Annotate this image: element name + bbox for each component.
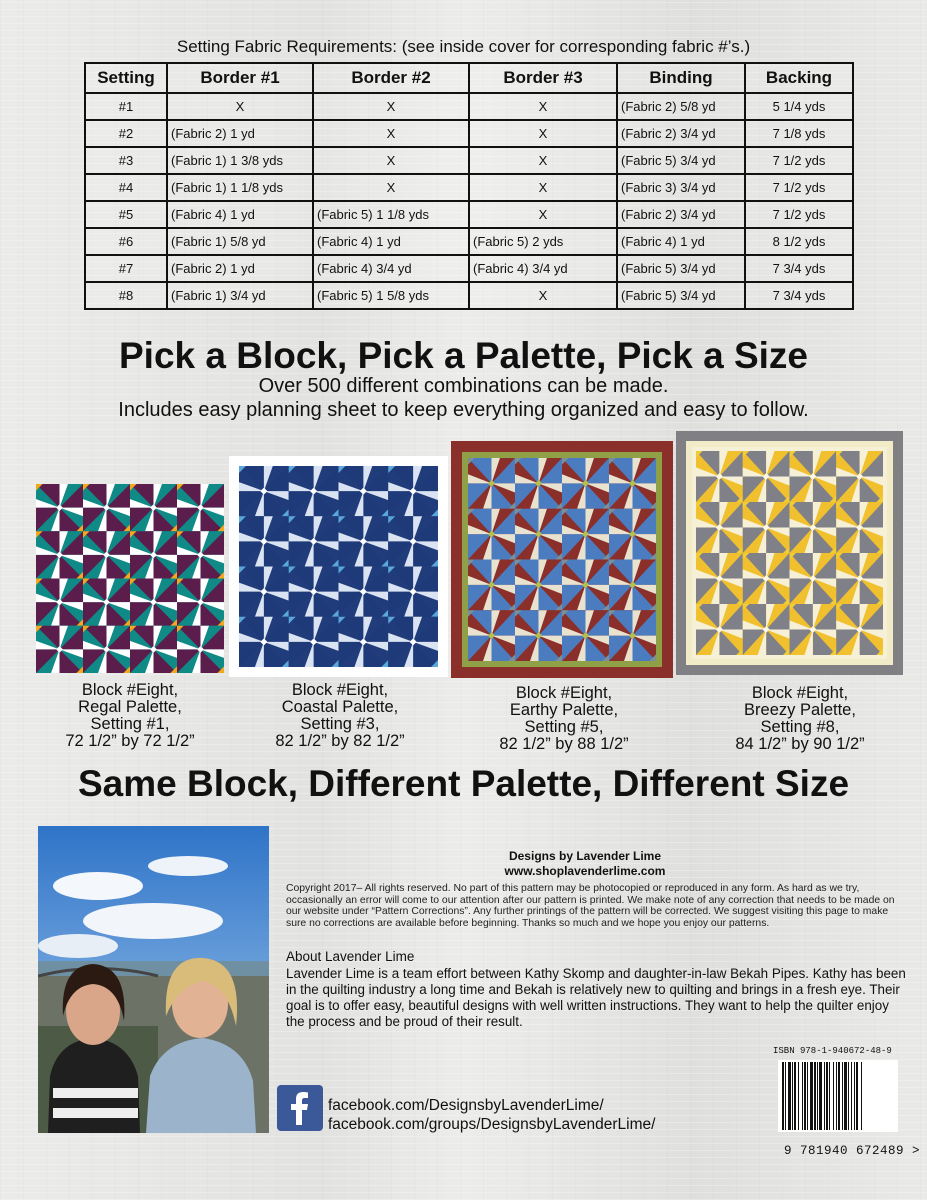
table-row [85, 93, 853, 120]
barcode-bar [807, 1062, 808, 1130]
quilt-block [790, 604, 837, 655]
quilt-block [36, 484, 83, 531]
table-cell: 7 1/8 yds [745, 120, 853, 147]
barcode-bar [814, 1062, 816, 1130]
table-cell: (Fabric 4) 3/4 yd [469, 255, 617, 282]
quilt-regal-image [36, 484, 224, 673]
barcode-bar [817, 1062, 818, 1130]
quilt-block [339, 466, 389, 516]
caption-line: Setting #8, [760, 718, 840, 736]
quilt-block [36, 626, 83, 673]
quilt-earthy-image [451, 441, 673, 678]
quilt-block [177, 531, 224, 578]
quilt-block [696, 604, 743, 655]
caption-line: 72 1/2” by 72 1/2” [65, 732, 195, 750]
table-cell: 7 1/2 yds [745, 174, 853, 201]
quilt-block [836, 502, 883, 553]
quilt-block [130, 579, 177, 626]
header-border-3: Border #3 [469, 63, 617, 93]
barcode-bar [794, 1062, 796, 1130]
table-cell: (Fabric 2) 1 yd [167, 255, 313, 282]
quilt-block [515, 610, 562, 661]
table-cell: X [469, 93, 617, 120]
table-cell: (Fabric 5) 3/4 yd [617, 255, 745, 282]
barcode-bar [824, 1062, 825, 1130]
quilt-block [562, 560, 609, 611]
caption-line: Regal Palette, [78, 698, 182, 716]
barcode-bar [785, 1062, 786, 1130]
quilt-block [239, 567, 289, 617]
header-setting: Setting [85, 63, 167, 93]
barcode-bar [788, 1062, 791, 1130]
barcode-bar [856, 1062, 858, 1130]
table-cell: X [313, 174, 469, 201]
table-cell: 7 3/4 yds [745, 282, 853, 309]
headline-pick: Pick a Block, Pick a Palette, Pick a Size [119, 335, 808, 376]
quilt-coastal-image [229, 456, 448, 677]
subheading-combinations: Over 500 different combinations can be made. [258, 375, 669, 397]
quilt-block [743, 553, 790, 604]
quilt-block [743, 604, 790, 655]
caption-line: Setting #3, [300, 715, 380, 733]
about-text: Lavender Lime is a team effort between Kathy Skomp and daughter-in-law Bekah Pipes. Kathy has been in the quilting industry a long time and Bekah is relatively new to quilting and brings in a fresh eye. Their goal is to offer easy, beautiful designs with well written instructions. They want to help the quilter enjoy the process and be proud of their result. [286, 966, 906, 1029]
quilt-block [468, 458, 515, 509]
table-cell: (Fabric 2) 3/4 yd [617, 120, 745, 147]
quilt-breezy [676, 431, 903, 675]
quilt-coastal [229, 456, 448, 677]
table-cell: (Fabric 2) 5/8 yd [617, 93, 745, 120]
quilt-block [388, 567, 438, 617]
table-cell: 5 1/4 yds [745, 93, 853, 120]
caption-line: Setting #1, [90, 715, 170, 733]
about-title: About Lavender Lime [286, 949, 415, 964]
table-cell: #1 [85, 93, 167, 120]
quilt-block [289, 567, 339, 617]
quilt-block [609, 610, 656, 661]
quilt-block [562, 610, 609, 661]
quilt-block [468, 560, 515, 611]
quilt-block [130, 484, 177, 531]
quilt-block [515, 509, 562, 560]
quilt-block [130, 531, 177, 578]
table-cell: 7 3/4 yds [745, 255, 853, 282]
table-cell: (Fabric 2) 3/4 yd [617, 201, 745, 228]
table-cell: (Fabric 1) 5/8 yd [167, 228, 313, 255]
quilt-block [83, 531, 130, 578]
quilt-block [743, 451, 790, 502]
table-row [85, 174, 853, 201]
caption-line: Block #Eight, [751, 684, 849, 702]
barcode-bar [826, 1062, 828, 1130]
caption-line: Earthy Palette, [509, 701, 619, 719]
barcode-bar [829, 1062, 830, 1130]
quilt-block [836, 553, 883, 604]
table-cell: 8 1/2 yds [745, 228, 853, 255]
caption-earthy [464, 685, 664, 753]
quilt-block [339, 516, 389, 566]
quilt-block [609, 458, 656, 509]
company-block [440, 849, 730, 879]
table-cell: X [313, 147, 469, 174]
table-cell: 7 1/2 yds [745, 201, 853, 228]
table-cell: X [469, 174, 617, 201]
facebook-group-link[interactable]: facebook.com/groups/DesignsbyLavenderLime/ [328, 1116, 656, 1133]
barcode-bar [798, 1062, 799, 1130]
table-row [85, 120, 853, 147]
quilt-block [83, 579, 130, 626]
table-cell: (Fabric 3) 3/4 yd [617, 174, 745, 201]
quilt-block [130, 626, 177, 673]
quilt-block [177, 579, 224, 626]
quilt-block [696, 502, 743, 553]
table-cell: X [313, 120, 469, 147]
header-border-1: Border #1 [167, 63, 313, 93]
barcode-bar [833, 1062, 834, 1130]
facebook-page-link[interactable]: facebook.com/DesignsbyLavenderLime/ [328, 1097, 604, 1114]
barcode-bar [842, 1062, 843, 1130]
caption-line: Block #Eight, [291, 681, 389, 699]
table-cell: (Fabric 5) 3/4 yd [617, 282, 745, 309]
header-binding: Binding [617, 63, 745, 93]
table-header-row [85, 63, 853, 93]
caption-line: 82 1/2” by 88 1/2” [499, 735, 629, 753]
company-name: Designs by Lavender Lime [508, 849, 662, 863]
table-row [85, 282, 853, 309]
barcode-bar [844, 1062, 847, 1130]
table-cell: #4 [85, 174, 167, 201]
table-cell: (Fabric 1) 1 1/8 yds [167, 174, 313, 201]
facebook-links [328, 1096, 655, 1134]
header-backing: Backing [745, 63, 853, 93]
quilt-block [468, 610, 515, 661]
barcode-bar [854, 1062, 855, 1130]
caption-line: 82 1/2” by 82 1/2” [275, 732, 405, 750]
header-border-2: Border #2 [313, 63, 469, 93]
quilt-block [388, 617, 438, 667]
quilt-block [790, 502, 837, 553]
barcode-bar [810, 1062, 813, 1130]
table-cell: X [313, 93, 469, 120]
table-cell: #5 [85, 201, 167, 228]
barcode-bar [848, 1062, 849, 1130]
table-row [85, 147, 853, 174]
company-url[interactable]: www.shoplavenderlime.com [504, 864, 666, 878]
quilt-block [696, 553, 743, 604]
headline-same-block: Same Block, Different Palette, Different Size [77, 763, 850, 804]
caption-line: Coastal Palette, [281, 698, 399, 716]
table-cell: #8 [85, 282, 167, 309]
quilt-block [836, 604, 883, 655]
quilt-block [609, 560, 656, 611]
barcode-bar [861, 1062, 862, 1130]
table-cell: (Fabric 5) 1 5/8 yds [313, 282, 469, 309]
table-cell: #3 [85, 147, 167, 174]
barcode-bar [782, 1062, 784, 1130]
quilt-regal [36, 484, 224, 673]
quilt-block [743, 502, 790, 553]
caption-line: 84 1/2” by 90 1/2” [735, 735, 865, 753]
quilt-block [83, 626, 130, 673]
caption-line: Setting #5, [524, 718, 604, 736]
table-cell: X [469, 282, 617, 309]
copyright-text: Copyright 2017– All rights reserved. No part of this pattern may be photocopied or reproduced in any form. As hard as we try, occasionally an error will come to our attention after our pattern is printed. We make note of any correction that needs to be made on our website under “Pattern Corrections”. Any further printings of the pattern will be corrected. We suggest visiting this page to make sure no corrections are available before beginning. Thanks so much and we hope you enjoy our patterns. [286, 883, 895, 929]
table-cell: X [469, 120, 617, 147]
quilt-block [177, 626, 224, 673]
designers-photo [38, 826, 269, 1133]
table-cell: (Fabric 5) 1 1/8 yds [313, 201, 469, 228]
subheading-planning-sheet: Includes easy planning sheet to keep everything organized and easy to follow. [118, 399, 809, 421]
quilt-block [239, 466, 289, 516]
table-cell: (Fabric 1) 1 3/8 yds [167, 147, 313, 174]
barcode-bar [819, 1062, 822, 1130]
quilt-block [515, 560, 562, 611]
barcode-bar [851, 1062, 852, 1130]
table-cell: (Fabric 2) 1 yd [167, 120, 313, 147]
quilt-block [790, 553, 837, 604]
table-cell: (Fabric 1) 3/4 yd [167, 282, 313, 309]
quilt-block [289, 617, 339, 667]
quilt-block [836, 451, 883, 502]
table-cell: (Fabric 4) 1 yd [313, 228, 469, 255]
caption-line: Breezy Palette, [744, 701, 856, 719]
barcode-bar [838, 1062, 840, 1130]
table-cell: 7 1/2 yds [745, 147, 853, 174]
table-row [85, 228, 853, 255]
caption-coastal [240, 682, 440, 750]
quilt-block [36, 531, 83, 578]
table-cell: X [469, 201, 617, 228]
facebook-icon[interactable] [277, 1085, 323, 1131]
quilt-block [388, 516, 438, 566]
quilt-breezy-image [676, 431, 903, 675]
quilt-block [339, 567, 389, 617]
barcode-bar [792, 1062, 793, 1130]
quilt-block [562, 509, 609, 560]
quilt-block [339, 617, 389, 667]
quilt-block [468, 509, 515, 560]
table-cell: (Fabric 5) 3/4 yd [617, 147, 745, 174]
table-cell: (Fabric 4) 3/4 yd [313, 255, 469, 282]
caption-breezy [700, 685, 900, 753]
fabric-requirements-table [84, 62, 854, 310]
quilt-block [790, 451, 837, 502]
quilt-earthy [451, 441, 673, 678]
isbn-label: ISBN 978-1-940672-48-9 [773, 1046, 892, 1056]
quilt-block [239, 516, 289, 566]
table-cell: #2 [85, 120, 167, 147]
barcode-bar [802, 1062, 803, 1130]
barcode-bar [804, 1062, 806, 1130]
caption-line: Block #Eight, [515, 684, 613, 702]
table-cell: #7 [85, 255, 167, 282]
caption-regal [30, 682, 230, 750]
quilt-block [289, 516, 339, 566]
quilt-block [83, 484, 130, 531]
quilt-block [239, 617, 289, 667]
barcode [778, 1060, 898, 1132]
quilt-block [177, 484, 224, 531]
requirements-heading: Setting Fabric Requirements: (see inside cover for corresponding fabric #’s.) [176, 37, 751, 56]
table-cell: (Fabric 4) 1 yd [617, 228, 745, 255]
table-row [85, 201, 853, 228]
quilt-block [696, 451, 743, 502]
table-row [85, 255, 853, 282]
table-cell: X [167, 93, 313, 120]
table-cell: #6 [85, 228, 167, 255]
quilt-block [36, 579, 83, 626]
quilt-block [388, 466, 438, 516]
table-cell: (Fabric 5) 2 yds [469, 228, 617, 255]
caption-line: Block #Eight, [81, 681, 179, 699]
table-cell: (Fabric 4) 1 yd [167, 201, 313, 228]
quilt-block [515, 458, 562, 509]
quilt-block [609, 509, 656, 560]
barcode-bar [836, 1062, 837, 1130]
quilt-block [289, 466, 339, 516]
quilt-block [562, 458, 609, 509]
table-cell: X [469, 147, 617, 174]
barcode-number: 9 781940 672489 > [784, 1144, 921, 1158]
